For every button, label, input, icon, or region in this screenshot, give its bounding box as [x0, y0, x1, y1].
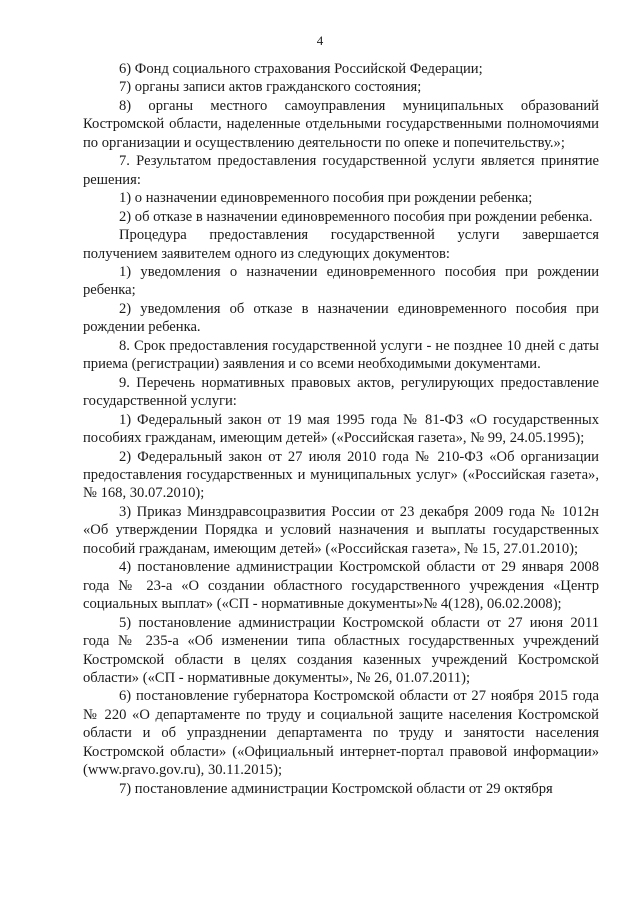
- paragraph-act-5: 5) постановление администрации Костромской области от 27 июня 2011 года № 235-а «Об изменении типа областных государственных учреждений Костромской области в целях создания казенных учреждений Костромской области» («СП - нормативные документы», № 26, 01.07.2011);: [83, 614, 599, 686]
- paragraph-list-item-8: 8) органы местного самоуправления муниципальных образований Костромской области, наделенные отдельными государственными полномочиями по организации и осуществлению деятельности по опеке и попечительству.»;: [83, 97, 599, 151]
- paragraph-section-7: 7. Результатом предоставления государственной услуги является принятие решения:: [83, 153, 599, 188]
- paragraph-section-8: 8. Срок предоставления государственной услуги - не позднее 10 дней с даты приема (регистрации) заявления и со всеми необходимыми документами.: [83, 337, 599, 373]
- paragraph-list-item-6: 6) Фонд социального страхования Российской Федерации;: [119, 61, 483, 77]
- page-number: 4: [316, 33, 324, 48]
- paragraph-notice-2: 2) уведомления об отказе в назначении единовременного пособия при рождении ребенка.: [83, 300, 599, 336]
- paragraph-list-item-7: 7) органы записи актов гражданского состояния;: [119, 79, 422, 96]
- paragraph-act-6: 6) постановление губернатора Костромской области от 27 ноября 2015 года № 220 «О департаменте по труду и социальной защите населения Костромской области и об упразднении департамента по труду и занятости населения Костромской области» («Официальный интернет-портал правовой информации» (www.pravo.gov.ru), 30.11.2015);: [83, 688, 599, 779]
- paragraph-act-3: 3) Приказ Минздравсоцразвития России от 23 декабря 2009 года № 1012н «Об утверждении Порядка и условий назначения и выплаты государственных пособий гражданам, имеющим детей» («Российская газета», № 15, 27.01.2010);: [83, 503, 599, 557]
- paragraph-act-4: 4) постановление администрации Костромской области от 29 января 2008 года № 23-а «О создании областного государственного учреждения «Центр социальных выплат» («СП - нормативные документы»№ 4(128), 06.02.2008);: [83, 559, 599, 613]
- paragraph-act-7: 7) постановление администрации Костромской области от 29 октября: [119, 780, 553, 797]
- paragraph-act-2: 2) Федеральный закон от 27 июля 2010 года № 210-ФЗ «Об организации предоставления государственных и муниципальных услуг» («Российская газета», № 168, 30.07.2010);: [83, 448, 599, 502]
- paragraph-decision-1: 1) о назначении единовременного пособия при рождении ребенка;: [119, 190, 533, 207]
- paragraph-decision-2: 2) об отказе в назначении единовременного пособия при рождении ребенка.: [119, 208, 593, 225]
- paragraph-section-9: 9. Перечень нормативных правовых актов, регулирующих предоставление государственной услуги:: [83, 374, 599, 410]
- paragraph-act-1: 1) Федеральный закон от 19 мая 1995 года № 81-ФЗ «О государственных пособиях гражданам, имеющим детей» («Российская газета», № 99, 24.05.1995);: [83, 411, 599, 447]
- paragraph-notice-1: 1) уведомления о назначении единовременного пособия при рождении ребенка;: [83, 263, 599, 299]
- paragraph-procedure: Процедура предоставления государственной услуги завершается получением заявителем одного из следующих документов:: [83, 227, 599, 262]
- document-body: [83, 60, 599, 798]
